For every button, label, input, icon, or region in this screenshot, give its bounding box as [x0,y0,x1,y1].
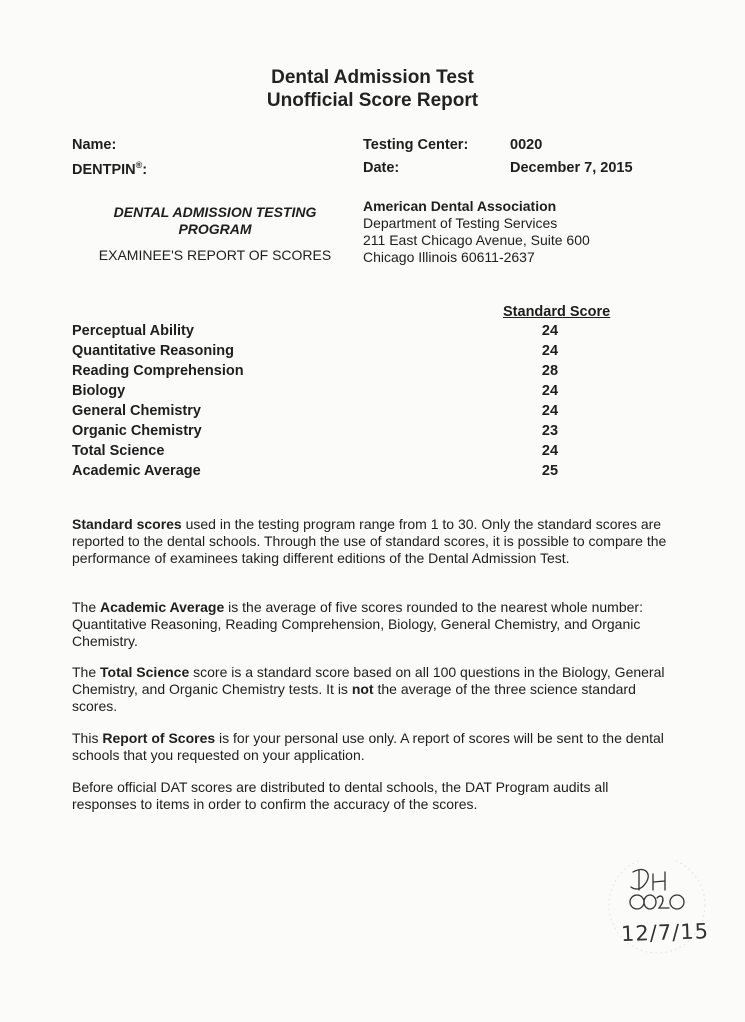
score-label: Academic Average [72,463,201,479]
p3-text: the average of the three science standard scores. [72,681,636,714]
paragraph-audit: Before official DAT scores are distributed to dental schools, the DAT Program audits all responses to items in order to confirm the accuracy of the scores. [72,779,609,812]
score-value: 24 [541,403,559,419]
p3-pre: The [72,664,101,680]
p3-bold2: not [351,681,374,697]
signature-date: 12/7/15 [620,919,710,947]
p4-bold: Report of Scores [102,730,216,746]
score-label: Total Science [72,443,165,459]
dentpin-colon: : [142,161,148,178]
score-value: 23 [541,423,559,439]
p2-pre: The [72,599,101,615]
paragraph-total-science [72,664,672,715]
name-label: Name: [72,137,117,153]
examinee-report-subtitle: EXAMINEE'S REPORT OF SCORES [98,247,332,263]
testing-center-label: Testing Center: [363,137,469,153]
address-block [363,198,590,266]
title-line-2: Unofficial Score Report [266,90,479,111]
registered-mark: ® [135,160,143,170]
score-row [72,403,592,423]
score-label: General Chemistry [72,403,201,419]
p2-bold: Academic Average [100,599,225,615]
score-value: 24 [541,443,559,459]
score-value: 24 [541,383,559,399]
score-value: 25 [541,463,559,479]
report-title [0,66,745,112]
paragraph-academic-average [72,599,672,650]
paragraph-report-of-scores [72,730,672,764]
p3-mid: score is a standard score based on all 100 questions in the Biology, General Chemistry, and Organic Chemistry tests. It is [72,664,665,697]
p1-bold: Standard scores [72,516,182,532]
handwritten-signature [595,860,725,955]
program-line-2: PROGRAM [178,221,252,237]
score-label: Quantitative Reasoning [72,343,234,359]
score-row [72,343,592,363]
p2-text: is the average of five scores rounded to the nearest whole number: Quantitative Reasoning, Reading Comprehension, Biology, General Chemistry, and Organic Chemistry. [72,599,643,649]
standard-score-header: Standard Score [503,304,611,320]
p4-pre: This [72,730,103,746]
title-line-1: Dental Admission Test [271,67,474,88]
address-street: 211 East Chicago Avenue, Suite 600 [363,232,590,248]
score-label: Reading Comprehension [72,363,244,379]
address-city: Chicago Illinois 60611-2637 [363,249,535,265]
score-row [72,423,592,443]
date-label: Date: [363,160,400,176]
program-name [80,204,350,238]
score-value: 24 [541,323,559,339]
score-label: Perceptual Ability [72,323,194,339]
score-row [72,463,592,483]
score-row [72,383,592,403]
score-label: Biology [72,383,126,399]
score-row [72,323,592,343]
program-line-1: DENTAL ADMISSION TESTING [113,204,317,220]
dentpin-text: DENTPIN [72,161,136,178]
address-dept: Department of Testing Services [363,215,558,231]
date-value: December 7, 2015 [510,160,633,176]
paragraph-standard-scores [72,516,672,567]
address-org: American Dental Association [363,198,557,214]
score-value: 28 [541,363,559,379]
p1-text: used in the testing program range from 1 to 30. Only the standard scores are reported to the dental schools. Through the use of standard scores, it is possible to compare the performance of examinees taking different editions of the Dental Admission Test. [72,516,667,566]
score-value: 24 [541,343,559,359]
testing-center-value: 0020 [510,137,543,153]
score-row [72,363,592,383]
score-label: Organic Chemistry [72,423,202,439]
dentpin-label [72,160,147,178]
p3-bold: Total Science [100,664,190,680]
score-row [72,443,592,463]
p4-text: is for your personal use only. A report of scores will be sent to the dental schools that you requested on your application. [72,730,664,763]
